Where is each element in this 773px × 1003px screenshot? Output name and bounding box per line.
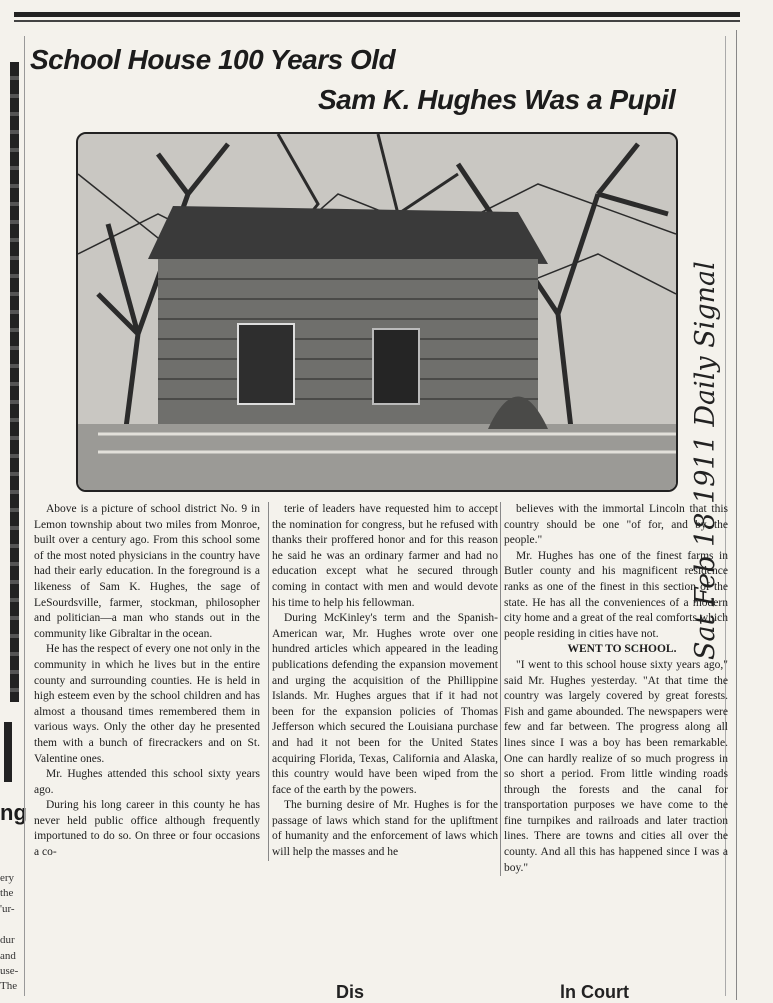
headline-line-2: Sam K. Hughes Was a Pupil (318, 84, 676, 115)
bottom-fragment: Dis (336, 982, 365, 1002)
left-fragment-line: ery (0, 872, 15, 884)
bottom-fragment: ln Court (560, 982, 629, 1002)
section-subhead: WENT TO SCHOOL. (567, 643, 677, 656)
paragraph: During his long career in this county he has never held public office although frequently importuned to do so. On three or four occasions a co- (34, 799, 260, 859)
left-fragment-big: ng (0, 800, 27, 825)
school-house-illustration (78, 134, 676, 490)
paragraph: terie of leaders have requested him to accept the nomination for congress, but he refused with thanks their proffered honor and for this reason he said he was an ordinary farmer and had no education except what he secured through coming in contact with men and would devote his time to help his fellowman. (272, 503, 498, 609)
headline-line-1: School House 100 Years Old (30, 44, 396, 75)
left-fragment-line: and (0, 950, 16, 962)
left-column-mark (4, 722, 12, 782)
left-fragment-line: dur (0, 934, 15, 946)
left-fragment-line: 'ur- (0, 903, 15, 915)
school-walls (158, 259, 538, 429)
paragraph: Mr. Hughes attended this school sixty years ago. (34, 768, 260, 796)
paragraph: "I went to this school house sixty years ago," said Mr. Hughes yesterday. "At that time the country was largely covered by great forests. Fish and game abounded. The newspapers were few and far between. The progress along all lines since I was a boy has been remarkable. One can hardly realize of so much progress in so short a period. From little winding roads through the forests and the canal for transportation purposes we have come to the fine turnpikes and railroads and later traction lines. There are towns and cities all over the county. And all this has happened since I was a boy." (504, 658, 728, 874)
school-window-right (373, 329, 419, 404)
top-rule (14, 12, 740, 17)
left-fragment-line: The (0, 980, 18, 992)
left-fragment-line: the (0, 887, 14, 899)
school-house-photo (76, 132, 678, 492)
left-margin-strip (0, 22, 22, 1000)
handwritten-dateline: Sat Feb 18 1911 Daily Signal (690, 261, 721, 660)
left-column-bar (10, 62, 19, 702)
right-column-rule (736, 30, 737, 1000)
school-window-left (238, 324, 294, 404)
paragraph: During McKinley's term and the Spanish-American war, Mr. Hughes wrote over one hundred articles which appeared in the leading publications defending the expansion movement and urging the acquisition of the Phillippine Islands. Mr. Hughes argues that if it had not been for the expansion policies of Thomas Jefferson which secured the Louisiana purchase and had it not been for the United States acquiring Florida, Texas, California and Alaska, this country would have been wiped from the face of the earth by the powers. (272, 612, 498, 796)
paragraph: Mr. Hughes has one of the finest farms in Butler county and his magnificent residence ranks as one of the finest in this section of the state. He has all the conveniences of a modern city home and a great of the real comforts which people residing in cities have not. (504, 549, 728, 640)
article-column-1 (34, 502, 260, 861)
school-roof (148, 206, 548, 264)
paragraph: The burning desire of Mr. Hughes is for the passage of laws which stand for the upliftment of humanity and the enforcement of laws which will help the masses and he (272, 799, 498, 859)
article-column-2 (268, 502, 498, 861)
left-fragment-line: use- (0, 965, 19, 977)
paragraph: He has the respect of every one not only in the community in which he lives but in the entire county and surrounding counties. He is held in high esteem even by the school children and has almost a thousand times remembered them in various ways. Only the other day he presented them with a bunch of firecrackers and on St. Valentine ones. (34, 643, 260, 765)
paragraph: Above is a picture of school district No. 9 in Lemon township about two miles from Monroe, built over a century ago. From this school some of the most noted physicians in the country have had their early education. In the foreground is a likeness of Sam K. Hughes, the sage of LeSourdsville, farmer, stockman, philosopher and politician—a man who stands out in the community like Gibraltar in the ocean. (34, 503, 260, 640)
paragraph: believes with the immortal Lincoln that this country should be one "of for, and by the people." (504, 503, 728, 547)
top-rule-thin (14, 20, 740, 22)
